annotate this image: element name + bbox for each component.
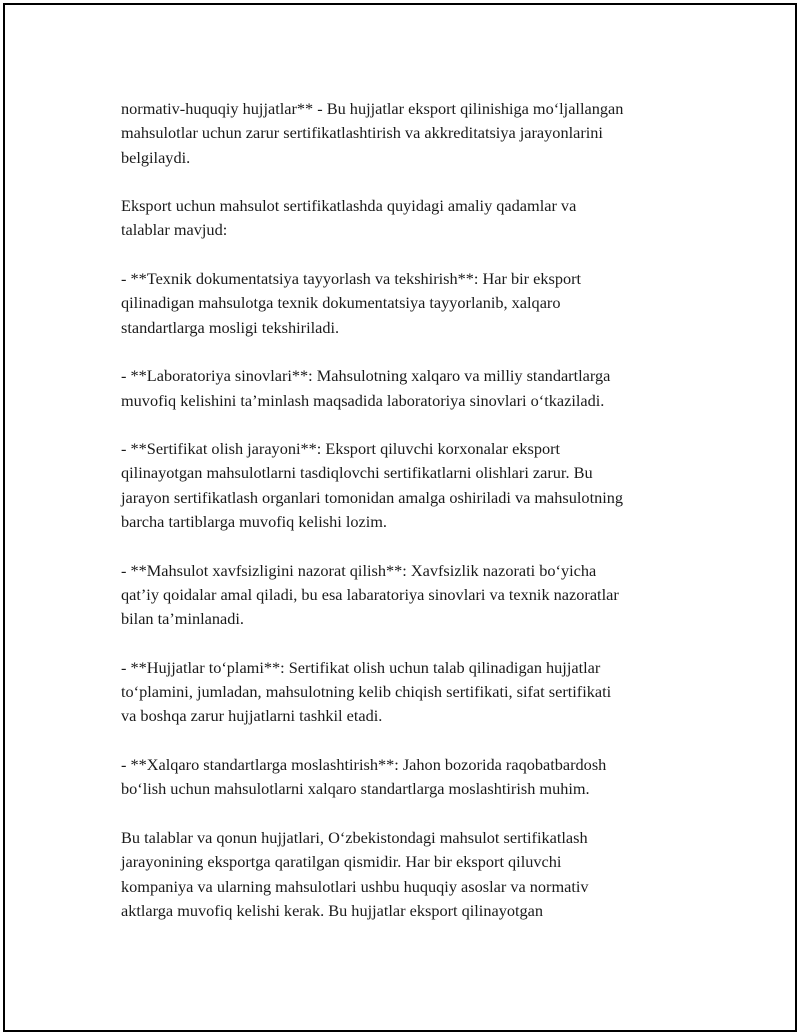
paragraph-conclusion: Bu talablar va qonun hujjatlari, O‘zbekistondagi mahsulot sertifikatlash jarayonining eksportga qaratilgan qismidir. Har bir eksport qiluvchi kompaniya va ularning mahsulotlari ushbu huquqiy asoslar va normativ aktlarga muvofiq kelishi kerak. Bu hujjatlar eksport qilinayotgan: [121, 827, 589, 920]
paragraph-requirements-intro: Eksport uchun mahsulot sertifikatlashda quyidagi amaliy qadamlar va talablar mavjud:: [121, 196, 577, 240]
list-item-international-standards: - **Xalqaro standartlarga moslashtirish**: Jahon bozorida raqobatbardosh bo‘lish uchun mahsulotlarni xalqaro standartlarga moslashtirish muhim.: [121, 755, 607, 799]
list-item-document-package: - **Hujjatlar to‘plami**: Sertifikat olish uchun talab qilinadigan hujjatlar to‘plamini, jumladan, mahsulotning kelib chiqish sertifikati, sifat sertifikati va boshqa zarur hujjatlarni tashkil etadi.: [121, 657, 612, 726]
list-item-certificate-process: - **Sertifikat olish jarayoni**: Eksport qiluvchi korxonalar eksport qilinayotgan mahsulotlarni tasdiqlovchi sertifikatlarni olishlari zarur. Bu jarayon sertifikatlash organlari tomonidan amalga oshiriladi va mahsulotning barcha tartiblarga muvofiq kelishi lozim.: [121, 439, 624, 532]
list-item-product-safety: - **Mahsulot xavfsizligini nazorat qilish**: Xavfsizlik nazorati bo‘yicha qat’iy qoidalar amal qiladi, bu esa labaratoriya sinovlari va texnik nazoratlar bilan ta’minlanadi.: [121, 560, 619, 629]
page-frame: [3, 3, 797, 1032]
list-item-technical-documentation: - **Texnik dokumentatsiya tayyorlash va tekshirish**: Har bir eksport qilinadigan mahsulotga texnik dokumentatsiya tayyorlanib, xalqaro standartlarga mosligi tekshiriladi.: [121, 269, 582, 337]
document-body: [121, 97, 711, 923]
list-item-laboratory-tests: - **Laboratoriya sinovlari**: Mahsulotning xalqaro va milliy standartlarga muvofiq kelishini ta’minlash maqsadida laboratoriya sinovlari o‘tkaziladi.: [121, 366, 611, 410]
paragraph-intro-continuation: normativ-huquqiy hujjatlar** - Bu hujjatlar eksport qilinishiga mo‘ljallangan mahsulotlar uchun zarur sertifikatlashtirish va akkreditatsiya jarayonlarini belgilaydi.: [121, 99, 624, 167]
